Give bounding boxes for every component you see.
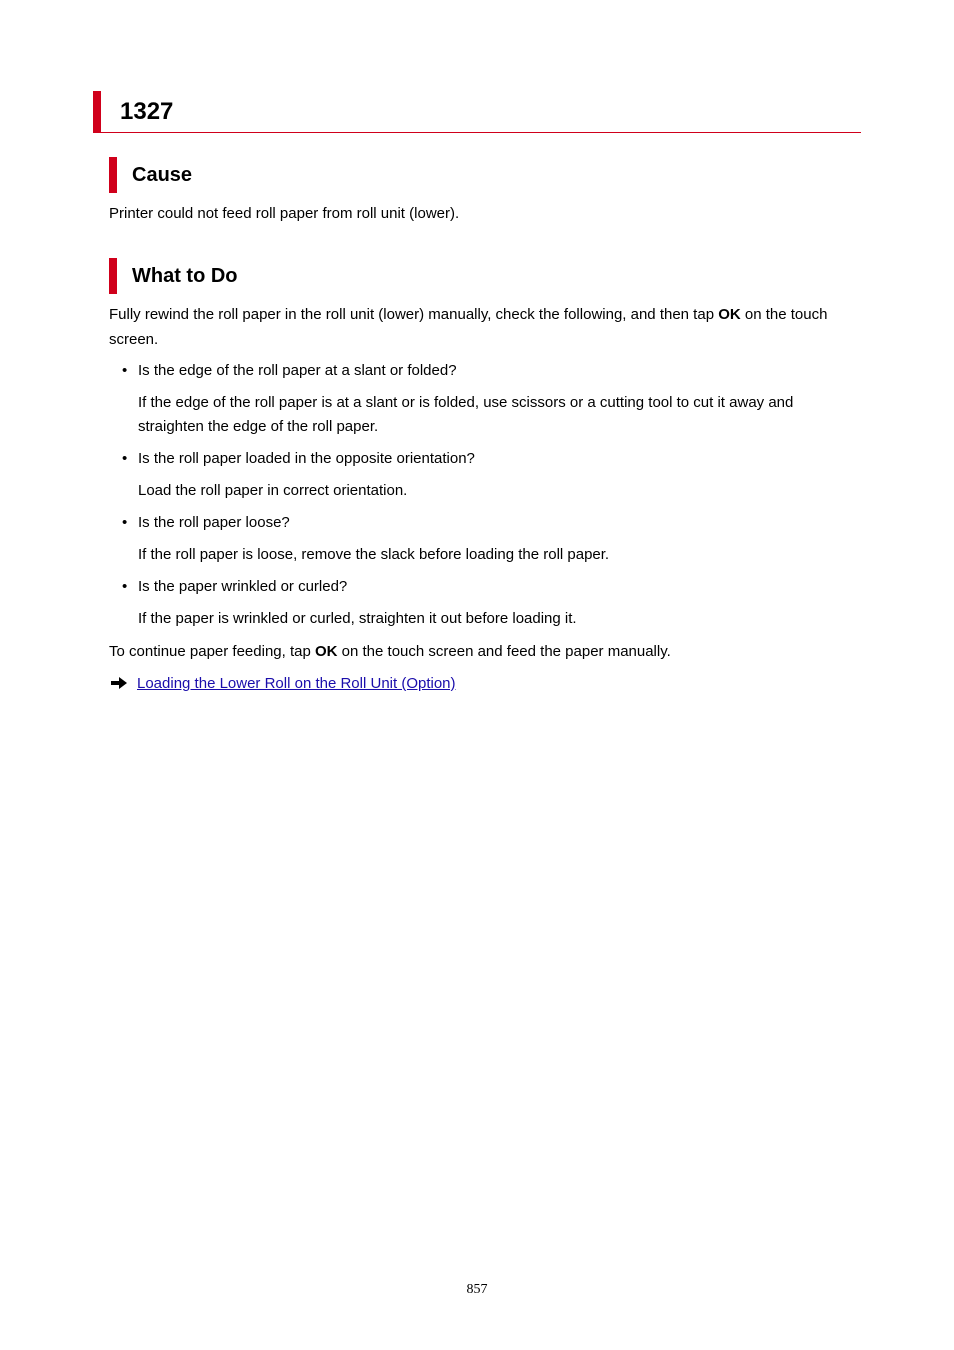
what-to-do-accent-bar xyxy=(109,258,117,294)
title-accent-bar xyxy=(93,91,101,133)
bullet-icon: • xyxy=(122,514,128,531)
item-question: Is the paper wrinkled or curled? xyxy=(138,578,348,595)
what-to-do-heading: What to Do xyxy=(132,265,238,287)
page-title-block xyxy=(93,91,861,133)
page-number: 857 xyxy=(466,1282,488,1297)
list-item xyxy=(122,511,290,535)
item-question: Is the roll paper loaded in the opposite orientation? xyxy=(138,450,475,467)
bullet-icon: • xyxy=(122,450,128,467)
intro-ok-label: OK xyxy=(718,306,741,323)
loading-lower-roll-link[interactable]: Loading the Lower Roll on the Roll Unit (Option) xyxy=(137,675,456,692)
page-title: 1327 xyxy=(120,98,174,125)
cause-heading: Cause xyxy=(132,164,193,186)
item-question: Is the edge of the roll paper at a slant or folded? xyxy=(138,362,457,379)
item-answer: If the edge of the roll paper is at a slant or is folded, use scissors or a cutting tool to cut it away and straighten the edge of the roll paper. xyxy=(138,394,794,435)
continue-text-before: To continue paper feeding, tap xyxy=(109,643,315,660)
right-arrow-icon xyxy=(111,677,127,689)
cause-accent-bar xyxy=(109,157,117,193)
list-item xyxy=(122,359,457,383)
continue-ok-label: OK xyxy=(315,643,338,660)
item-answer: If the roll paper is loose, remove the slack before loading the roll paper. xyxy=(138,546,610,563)
related-link-row xyxy=(111,672,456,696)
item-answer: Load the roll paper in correct orientation. xyxy=(138,482,408,499)
bullet-icon: • xyxy=(122,362,128,379)
item-question: Is the roll paper loose? xyxy=(138,514,290,531)
bullet-icon: • xyxy=(122,578,128,595)
continue-text-after: on the touch screen and feed the paper manually. xyxy=(337,643,671,660)
intro-text-after: on the touch screen. xyxy=(109,306,828,348)
intro-text-before: Fully rewind the roll paper in the roll unit (lower) manually, check the following, and then tap xyxy=(109,306,719,323)
continue-instruction xyxy=(109,639,849,664)
list-item xyxy=(122,447,475,471)
list-item xyxy=(122,575,347,599)
what-to-do-intro xyxy=(109,302,849,352)
item-answer: If the paper is wrinkled or curled, straighten it out before loading it. xyxy=(138,610,577,627)
cause-text: Printer could not feed roll paper from roll unit (lower). xyxy=(109,205,460,222)
